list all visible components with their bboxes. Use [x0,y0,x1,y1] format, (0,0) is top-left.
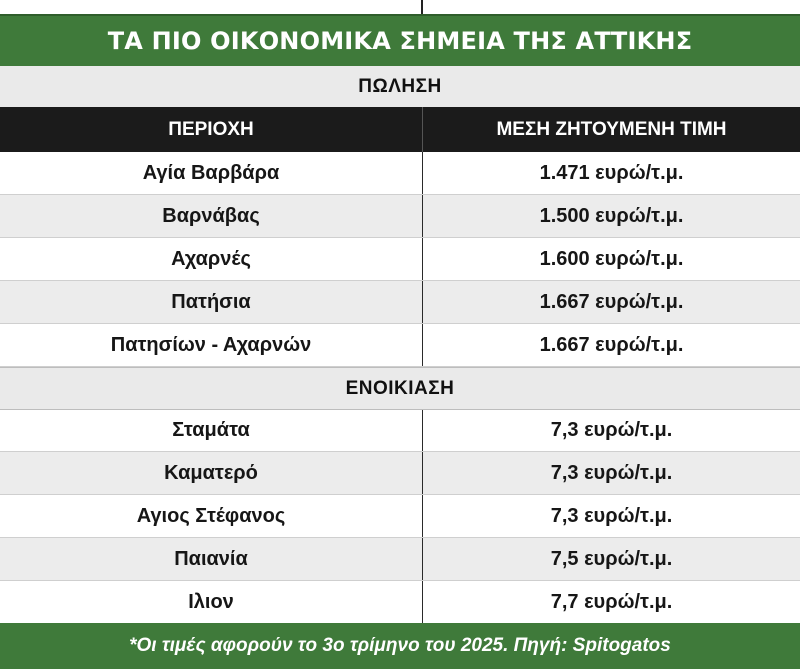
price-cell: 7,7 ευρώ/τ.μ. [422,581,800,623]
price-cell: 7,3 ευρώ/τ.μ. [422,410,800,451]
area-cell: Πατήσια [171,290,251,313]
area-cell: Αγία Βαρβάρα [142,161,280,184]
table-title [0,14,800,66]
area-cell: Παιανία [174,547,248,570]
price-cell: 1.471 ευρώ/τ.μ. [422,152,800,194]
table-row [0,324,800,367]
table-title-text: ΤΑ ΠΙΟ ΟΙΚΟΝΟΜΙΚΑ ΣΗΜΕΙΑ ΤΗΣ ΑΤΤΙΚΗΣ [107,27,693,55]
price-cell: 1.500 ευρώ/τ.μ. [422,195,800,237]
table-row [0,281,800,324]
price-cell: 7,3 ευρώ/τ.μ. [422,452,800,494]
area-cell: Βαρνάβας [162,204,260,227]
section-sale-label: ΠΩΛΗΣΗ [358,75,442,97]
price-cell: 1.667 ευρώ/τ.μ. [422,281,800,323]
area-cell: Πατησίων - Αχαρνών [110,333,312,356]
table-row [0,452,800,495]
price-cell: 7,3 ευρώ/τ.μ. [422,495,800,537]
table-row [0,409,800,452]
table-row [0,238,800,281]
price-cell: 1.600 ευρώ/τ.μ. [422,238,800,280]
table-row [0,195,800,238]
table-row [0,581,800,623]
top-divider-tick [421,0,423,14]
column-header-area: ΠΕΡΙΟΧΗ [168,118,254,140]
table-row [0,495,800,538]
column-header-price: ΜΕΣΗ ΖΗΤΟΥΜΕΝΗ ΤΙΜΗ [422,107,800,152]
section-sale [0,66,800,107]
footnote-bar [0,623,800,669]
table-row [0,538,800,581]
section-rent [0,367,800,409]
section-rent-label: ΕΝΟΙΚΙΑΣΗ [345,377,455,399]
area-cell: Αχαρνές [171,247,251,270]
price-cell: 1.667 ευρώ/τ.μ. [422,324,800,366]
price-cell: 7,5 ευρώ/τ.μ. [422,538,800,580]
table-row [0,152,800,195]
area-cell: Ιλιον [188,590,234,613]
area-cell: Σταμάτα [172,419,250,441]
footnote-text: *Οι τιμές αφορούν το 3ο τρίμηνο του 2025. Πηγή: Spitogatos [129,635,671,656]
column-header-row [0,107,800,152]
area-cell: Αγιος Στέφανος [136,504,286,527]
area-cell: Καματερό [164,461,258,484]
